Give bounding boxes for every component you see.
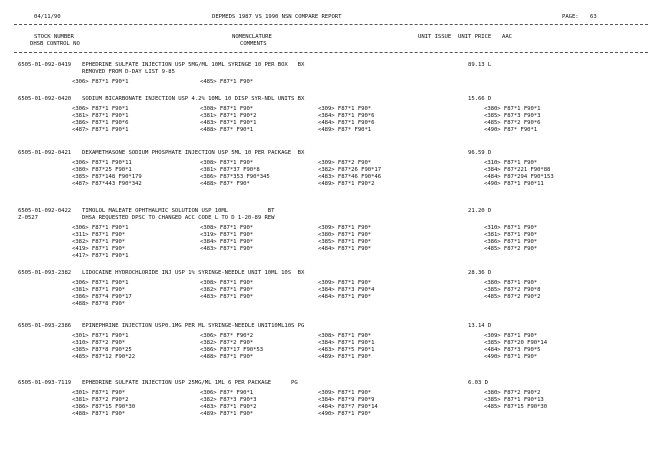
usage-entry: <384> F87*1 F90*1 — [318, 340, 375, 346]
usage-entry: <385> F87*8 F90*25 — [72, 347, 132, 353]
usage-entry: <308> F87*1 F90* — [200, 280, 254, 286]
usage-entry: <381> F87*1 F90*2 — [200, 113, 257, 119]
usage-entry: <380> F87*1 F90* — [318, 232, 372, 238]
usage-entry: <381> F87*37 F90*8 — [200, 167, 260, 173]
nomenclature-text: SODIUM BICARBONATE INJECTION USP 4.2% 10ML 10 DISP SYR-NDL UNITS BX — [82, 96, 305, 102]
usage-entry: <306> F87*1 F90*1 — [72, 225, 129, 231]
stock-number: 6505-01-092-0421 — [18, 150, 72, 156]
usage-entry: <484> F87*7 F90*14 — [318, 404, 378, 410]
usage-entry: <384> F87*1 F90* — [200, 239, 254, 245]
usage-entry: <484> F87*294 F90*153 — [484, 174, 554, 180]
usage-entry: <309> F87*1 F90* — [484, 333, 538, 339]
col-unit-price: UNIT PRICE — [458, 34, 492, 40]
usage-entry: <309> F87*1 F90* — [318, 225, 372, 231]
usage-entry: <382> F87*26 F90*17 — [318, 167, 382, 173]
col-comments: COMMENTS — [240, 41, 267, 47]
header-divider — [14, 24, 648, 25]
usage-entry: <380> F87*25 F90*1 — [72, 167, 132, 173]
usage-entry: <417> F87*1 F90*1 — [72, 253, 129, 259]
usage-entry: <380> F87*2 F90*2 — [484, 390, 541, 396]
comment-text: REMOVED FROM D-DAY LIST 9-85 — [82, 69, 175, 75]
usage-entry: <490> F87*1 F90*11 — [484, 181, 544, 187]
usage-entry: <309> F87*1 F90* — [318, 390, 372, 396]
usage-entry: <385> F87*2 F90*8 — [484, 287, 541, 293]
nomenclature-text: LIDOCAINE HYDROCHLORIDE INJ USP 1% SYRINGE-NEEDLE UNIT 10ML 10S BX — [82, 270, 305, 276]
stock-number: 6505-01-093-2386 — [18, 323, 72, 329]
usage-entry: <308> F87*1 F90* — [200, 160, 254, 166]
stock-number: 6505-01-092-0422 — [18, 208, 72, 214]
usage-entry: <308> F87*1 F90* — [318, 333, 372, 339]
usage-entry: <310> F87*1 F90* — [484, 225, 538, 231]
usage-entry: <489> F87*1 F90*2 — [318, 181, 375, 187]
usage-entry: <385> F87*3 F90*3 — [484, 113, 541, 119]
usage-entry: <385> F87*1 F90*13 — [484, 397, 544, 403]
usage-entry: <309> F87*1 F90* — [318, 106, 372, 112]
usage-entry: <310> F87*1 F90* — [484, 160, 538, 166]
usage-entry: <306> F87*1 F90*1 — [72, 280, 129, 286]
usage-entry: <386> F87*1 F90*6 — [72, 120, 129, 126]
nomenclature-text: DEXAMETHASONE SODIUM PHOSPHATE INJECTION USP 5ML 10 PER PACKAGE BX — [82, 150, 305, 156]
usage-entry: <485> F87*1 F90* — [200, 79, 254, 85]
page-number: 63 — [590, 14, 597, 20]
col-unit-issue: UNIT ISSUE — [418, 34, 452, 40]
stock-number: 6505-01-093-7119 — [18, 380, 72, 386]
unit-price: 96.59 D — [468, 150, 492, 156]
usage-entry: <485> F87*2 F90*2 — [484, 294, 541, 300]
usage-entry: <381> F87*1 F90* — [484, 232, 538, 238]
usage-entry: <483> F87*1 F90*2 — [200, 404, 257, 410]
nomenclature-text: EPHEDRINE SULFATE INJECTION USP 5MG/ML 10ML SYRINGE 10 PER BOX BX — [82, 62, 305, 68]
col-aac: AAC — [502, 34, 512, 40]
usage-entry: <485> F87*12 F90*22 — [72, 354, 136, 360]
usage-entry: <483> F87*1 F90*1 — [200, 120, 257, 126]
usage-entry: <382> F87*1 F90* — [200, 287, 254, 293]
usage-entry: <382> F87*1 F90* — [72, 239, 126, 245]
usage-entry: <419> F87*1 F90* — [72, 246, 126, 252]
usage-entry: <487> F87*1 F90*1 — [72, 127, 129, 133]
usage-entry: <386> F87*15 F90*30 — [72, 404, 136, 410]
usage-entry: <485> F87*15 F90*30 — [484, 404, 548, 410]
usage-entry: <384> F87*1 F90*6 — [318, 113, 375, 119]
stock-number: 6505-01-093-2382 — [18, 270, 72, 276]
unit-price: 13.14 D — [468, 323, 492, 329]
usage-entry: <489> F87*1 F90* — [200, 411, 254, 417]
usage-entry: <381> F87*2 F90*2 — [72, 397, 129, 403]
comment-text: DHSA REQUESTED DPSC TO CHANGED ACC CODE L TO D 1-20-89 REW — [82, 215, 275, 221]
usage-entry: <308> F87*1 F90* — [200, 225, 254, 231]
usage-entry: <385> F87*20 F90*14 — [484, 340, 548, 346]
usage-entry: <488> F87* F90* — [200, 181, 250, 187]
usage-entry: <381> F87*1 F90* — [72, 287, 126, 293]
nomenclature-text: TIMOLOL MALEATE OPHTHALMIC SOLUTION USP 10ML BT — [82, 208, 275, 214]
usage-entry: <483> F87*5 F90*1 — [318, 347, 375, 353]
usage-entry: <386> F87*353 F90*345 — [200, 174, 270, 180]
usage-entry: <488> F87* F90*1 — [200, 127, 254, 133]
usage-entry: <384> F87*3 F90*4 — [318, 287, 375, 293]
usage-entry: <488> F87*1 F90* — [200, 354, 254, 360]
usage-entry: <485> F87*2 F90* — [484, 246, 538, 252]
usage-entry: <301> F87*1 F90*1 — [72, 333, 129, 339]
control-number: Z-0527 — [18, 215, 38, 221]
usage-entry: <380> F87*1 F90*1 — [484, 106, 541, 112]
usage-entry: <319> F87*1 F90* — [200, 232, 254, 238]
usage-entry: <484> F87*1 F90* — [318, 246, 372, 252]
unit-price: 21.20 D — [468, 208, 492, 214]
unit-price: 28.36 D — [468, 270, 492, 276]
usage-entry: <380> F87*1 F90* — [484, 280, 538, 286]
usage-entry: <385> F87*1 F90* — [318, 239, 372, 245]
page-label: PAGE: — [562, 14, 579, 20]
column-divider — [14, 52, 648, 53]
usage-entry: <309> F87*2 F90* — [318, 160, 372, 166]
col-nomenclature: NOMENCLATURE — [232, 34, 272, 40]
usage-entry: <490> F87*1 F90* — [318, 411, 372, 417]
usage-entry: <386> F87*17 F90*53 — [200, 347, 264, 353]
usage-entry: <386> F87*1 F90* — [484, 239, 538, 245]
usage-entry: <488> F87*1 F90* — [72, 411, 126, 417]
usage-entry: <384> F87*221 F90*88 — [484, 167, 551, 173]
usage-entry: <483> F87*1 F90* — [200, 246, 254, 252]
usage-entry: <306> F87*1 F90*11 — [72, 160, 132, 166]
usage-entry: <386> F87*4 F90*17 — [72, 294, 132, 300]
unit-price: 89.13 L — [468, 62, 492, 68]
report-date: 04/11/90 — [34, 14, 61, 20]
usage-entry: <310> F87*2 F90* — [72, 340, 126, 346]
nomenclature-text: EPHEDRINE SULFATE INJECTION USP 25MG/ML 1ML 6 PER PACKAGE PG — [82, 380, 298, 386]
usage-entry: <306> F87* F90*2 — [200, 333, 254, 339]
usage-entry: <483> F87*46 F90*46 — [318, 174, 382, 180]
col-stock-number: STOCK NUMBER — [34, 34, 74, 40]
usage-entry: <311> F87*1 F90* — [72, 232, 126, 238]
usage-entry: <301> F87*1 F90* — [72, 390, 126, 396]
usage-entry: <385> F87*148 F90*179 — [72, 174, 142, 180]
unit-price: 6.03 D — [468, 380, 488, 386]
usage-entry: <484> F87*3 F90*5 — [484, 347, 541, 353]
usage-entry: <487> F87*443 F90*342 — [72, 181, 142, 187]
usage-entry: <306> F87*1 F90*1 — [72, 79, 129, 85]
unit-price: 15.66 D — [468, 96, 492, 102]
usage-entry: <309> F87*1 F90* — [318, 280, 372, 286]
nomenclature-text: EPINEPHRINE INJECTION USP0.1MG PER ML SYRINGE-NEEDLE UNIT10ML10S PG — [82, 323, 305, 329]
usage-entry: <488> F87*8 F90* — [72, 301, 126, 307]
usage-entry: <381> F87*1 F90*1 — [72, 113, 129, 119]
usage-entry: <490> F87*1 F90* — [484, 354, 538, 360]
usage-entry: <382> F87*2 F90* — [200, 340, 254, 346]
usage-entry: <484> F87*1 F90*6 — [318, 120, 375, 126]
usage-entry: <306> F87*1 F90*1 — [72, 106, 129, 112]
usage-entry: <485> F87*2 F90*6 — [484, 120, 541, 126]
report-title: DEPMEDS 1987 VS 1990 NSN COMPARE REPORT — [212, 14, 342, 20]
usage-entry: <484> F87*1 F90* — [318, 294, 372, 300]
usage-entry: <483> F87*1 F90* — [200, 294, 254, 300]
usage-entry: <490> F87* F90*1 — [484, 127, 538, 133]
usage-entry: <384> F87*9 F90*9 — [318, 397, 375, 403]
usage-entry: <306> F87* F90*1 — [200, 390, 254, 396]
usage-entry: <382> F87*3 F90*3 — [200, 397, 257, 403]
col-control-no: DHSB CONTROL NO — [30, 41, 80, 47]
usage-entry: <308> F87*1 F90* — [200, 106, 254, 112]
stock-number: 6505-01-092-0419 — [18, 62, 72, 68]
usage-entry: <489> F87* F90*1 — [318, 127, 372, 133]
stock-number: 6505-01-092-0420 — [18, 96, 72, 102]
usage-entry: <489> F87*1 F90* — [318, 354, 372, 360]
